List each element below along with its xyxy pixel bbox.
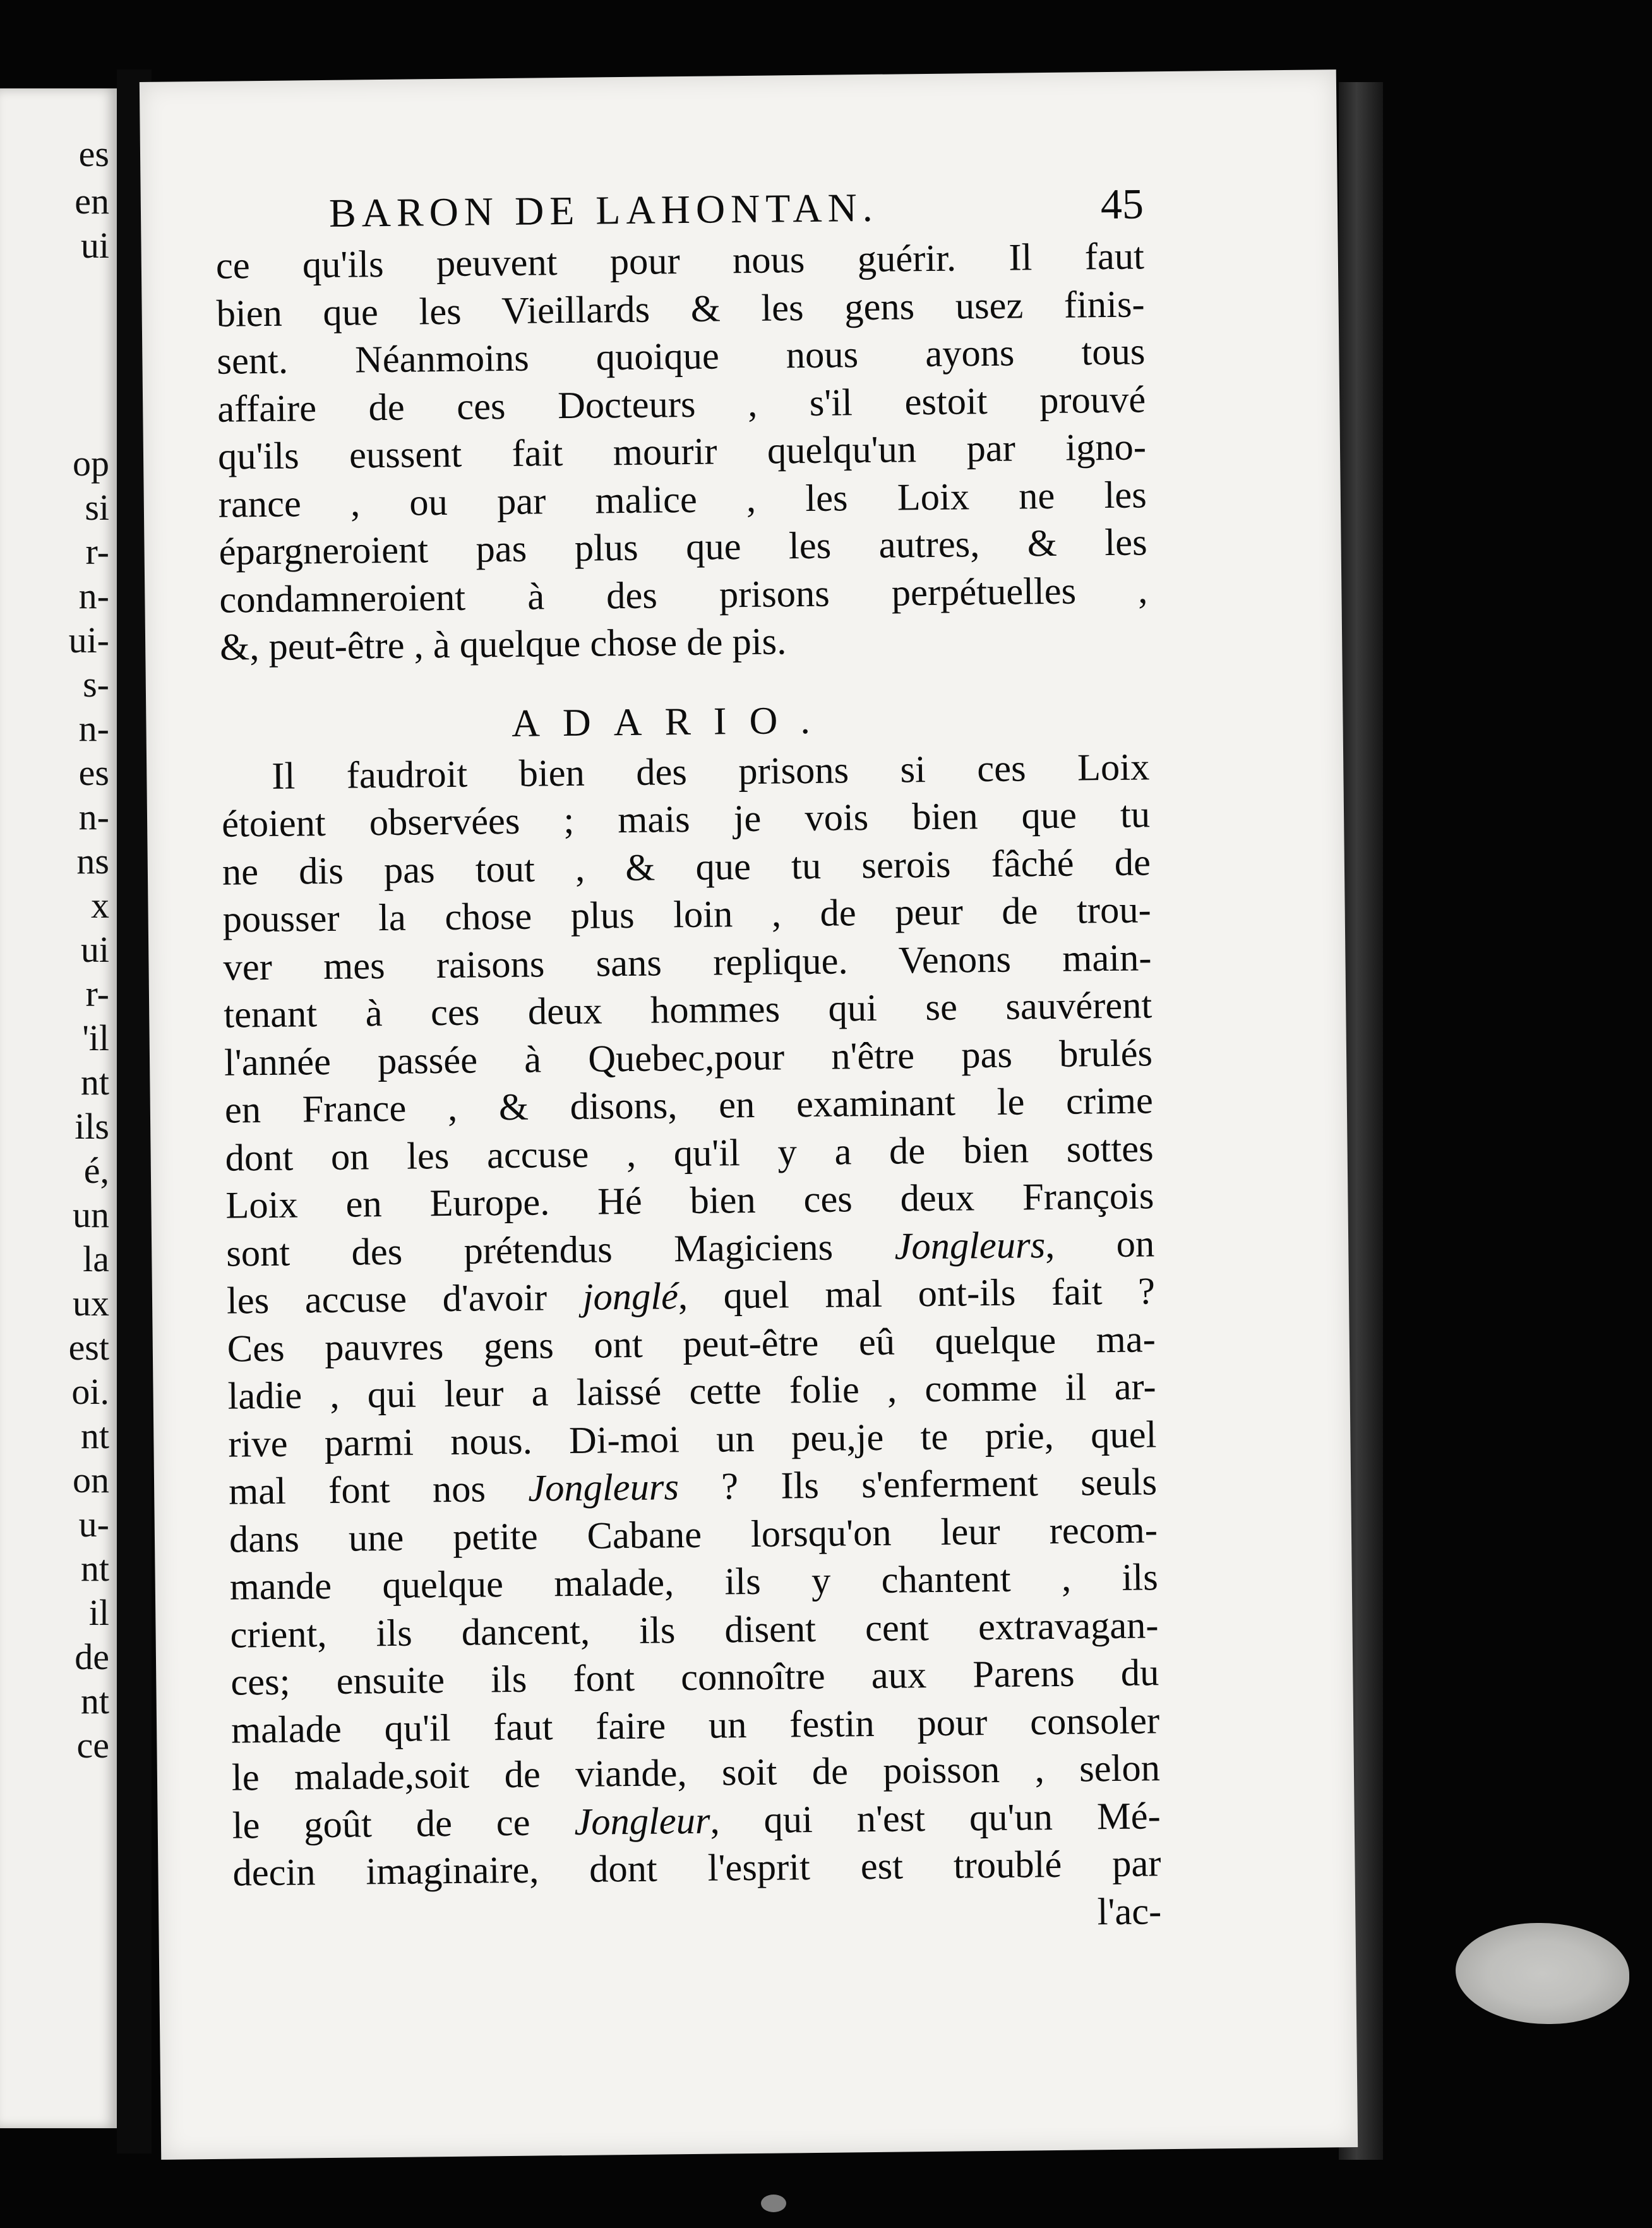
running-head [215, 179, 1144, 238]
text-line: ver mes raisons sans replique. Venons main- [223, 936, 1152, 989]
text-segment: sont des prétendus Magiciens [225, 1225, 895, 1275]
text-segment: le goût de ce [232, 1800, 575, 1847]
text-line [229, 1458, 1158, 1516]
text-line: le malade,soit de viande, soit de poisson , selon [231, 1747, 1161, 1799]
text-line: dans une petite Cabane lorsqu'on leur recom- [229, 1508, 1158, 1561]
book-page [140, 69, 1358, 2160]
fragment-text: é, [83, 1150, 109, 1191]
fragment-text: es [78, 752, 109, 793]
fragment-text: ui [80, 225, 109, 266]
italic-word: Jongleurs [894, 1223, 1046, 1268]
fragment-text: 'il [82, 1017, 109, 1058]
text-segment: , on [1044, 1222, 1155, 1266]
previous-page-edge [0, 88, 117, 2128]
text-line: malade qu'il faut faire un festin pour consoler [230, 1699, 1160, 1752]
fragment-text: nt [80, 1062, 109, 1103]
fragment-text: est [68, 1327, 109, 1368]
fragment-text: la [83, 1238, 109, 1279]
fragment-text: de [75, 1636, 109, 1677]
text-segment: , quel mal ont-ils fait ? [678, 1270, 1156, 1318]
text-line: tenant à ces deux hommes qui se sauvérent [223, 984, 1152, 1036]
text-line: condamneroient à des prisons perpétuelles , [219, 568, 1148, 621]
fragment-text: ils [75, 1106, 109, 1147]
catchword: l'ac- [1097, 1890, 1162, 1933]
fragment-text: n- [78, 796, 109, 837]
fragment-text: r- [85, 531, 109, 572]
fragment-text: r- [85, 973, 109, 1014]
text-segment: ? Ils s'enferment seuls [678, 1461, 1158, 1509]
fragment-text: ce [76, 1725, 109, 1766]
fragment-text: ui- [68, 620, 109, 661]
fragment-text: u- [78, 1504, 109, 1545]
text-line: ne dis pas tout , & que tu serois fâché de [222, 841, 1151, 894]
fragment-text: nt [80, 1415, 109, 1456]
previous-page-text-fragments [0, 88, 117, 2128]
text-line: en France , & disons, en examinant le crime [224, 1079, 1154, 1132]
text-line: decin imaginaire, dont l'esprit est troublé par [232, 1842, 1161, 1895]
italic-word: Jongleurs [527, 1466, 679, 1510]
fragment-text: ux [73, 1283, 109, 1324]
text-segment: les accuse d'avoir [226, 1276, 584, 1322]
fragment-text: ns [76, 841, 109, 882]
text-line: épargneroient pas plus que les autres, & les [218, 521, 1147, 573]
text-segment: mal font nos [228, 1467, 529, 1513]
library-stamp [1456, 1923, 1629, 2024]
fragment-text: un [73, 1194, 109, 1235]
page-number: 45 [1100, 179, 1144, 229]
fragment-text: x [91, 885, 109, 926]
fragment-text: op [73, 443, 109, 484]
running-head-title: BARON DE LAHONTAN. [328, 184, 879, 236]
text-line: rance , ou par malice , les Loix ne les [218, 473, 1147, 526]
text-line: Ces pauvres gens ont peut-être eû quelque ma- [227, 1317, 1156, 1370]
text-line: rive parmi nous. Di-moi un peu,je te prie, quel [228, 1413, 1157, 1466]
fragment-text: on [73, 1459, 109, 1500]
italic-word: Jongleur [574, 1799, 710, 1843]
text-line: bien que les Vieillards & les gens usez finis- [216, 282, 1145, 335]
fragment-text: n- [78, 575, 109, 616]
text-line: ladie , qui leur a laissé cette folie , comme il ar- [227, 1365, 1156, 1418]
fragment-text: es [78, 133, 109, 174]
text-line: ces; ensuite ils font connoître aux Parens du [230, 1651, 1159, 1704]
text-line: étoient observées ; mais je vois bien que tu [221, 793, 1151, 846]
paragraph-1 [215, 232, 1148, 671]
text-line: &, peut-être , à quelque chose de pis. [219, 620, 787, 669]
fragment-text: ui [80, 929, 109, 970]
fragment-text: nt [80, 1680, 109, 1722]
text-line: mande quelque malade, ils y chantent , ils [229, 1556, 1159, 1608]
text-line: crient, ils dancent, ils disent cent extravagan- [230, 1603, 1159, 1656]
text-line: Il faudroit bien des prisons si ces Loix [271, 745, 1150, 798]
text-line [227, 1267, 1156, 1325]
fragment-text: s- [83, 664, 109, 705]
text-line: affaire de ces Docteurs , s'il estoit prouvé [217, 378, 1146, 431]
fragment-text: il [88, 1592, 109, 1633]
fragment-text: oi. [71, 1371, 109, 1412]
text-line: Loix en Europe. Hé bien ces deux François [225, 1175, 1154, 1227]
text-line: pousser la chose plus loin , de peur de trou- [222, 889, 1151, 941]
fragment-text: si [85, 487, 109, 528]
text-segment: , qui n'est qu'un Mé- [710, 1794, 1161, 1842]
text-line: dont on les accuse , qu'il y a de bien sottes [225, 1127, 1154, 1180]
italic-word: jonglé [582, 1275, 679, 1319]
text-line: qu'ils eussent fait mourir quelqu'un par igno- [217, 426, 1147, 478]
paragraph-2 [221, 743, 1161, 1897]
speaker-heading: ADARIO. [511, 698, 834, 745]
fragment-text: nt [80, 1548, 109, 1589]
text-line: l'année passée à Quebec,pour n'être pas brulés [224, 1031, 1153, 1084]
page-text [215, 179, 1162, 1944]
text-line: sent. Néanmoins quoique nous ayons tous [217, 330, 1146, 383]
fragment-text: en [75, 181, 109, 222]
fragment-text: n- [78, 708, 109, 749]
text-line: ce qu'ils peuvent pour nous guérir. Il faut [215, 235, 1145, 287]
ink-speck [761, 2195, 786, 2212]
